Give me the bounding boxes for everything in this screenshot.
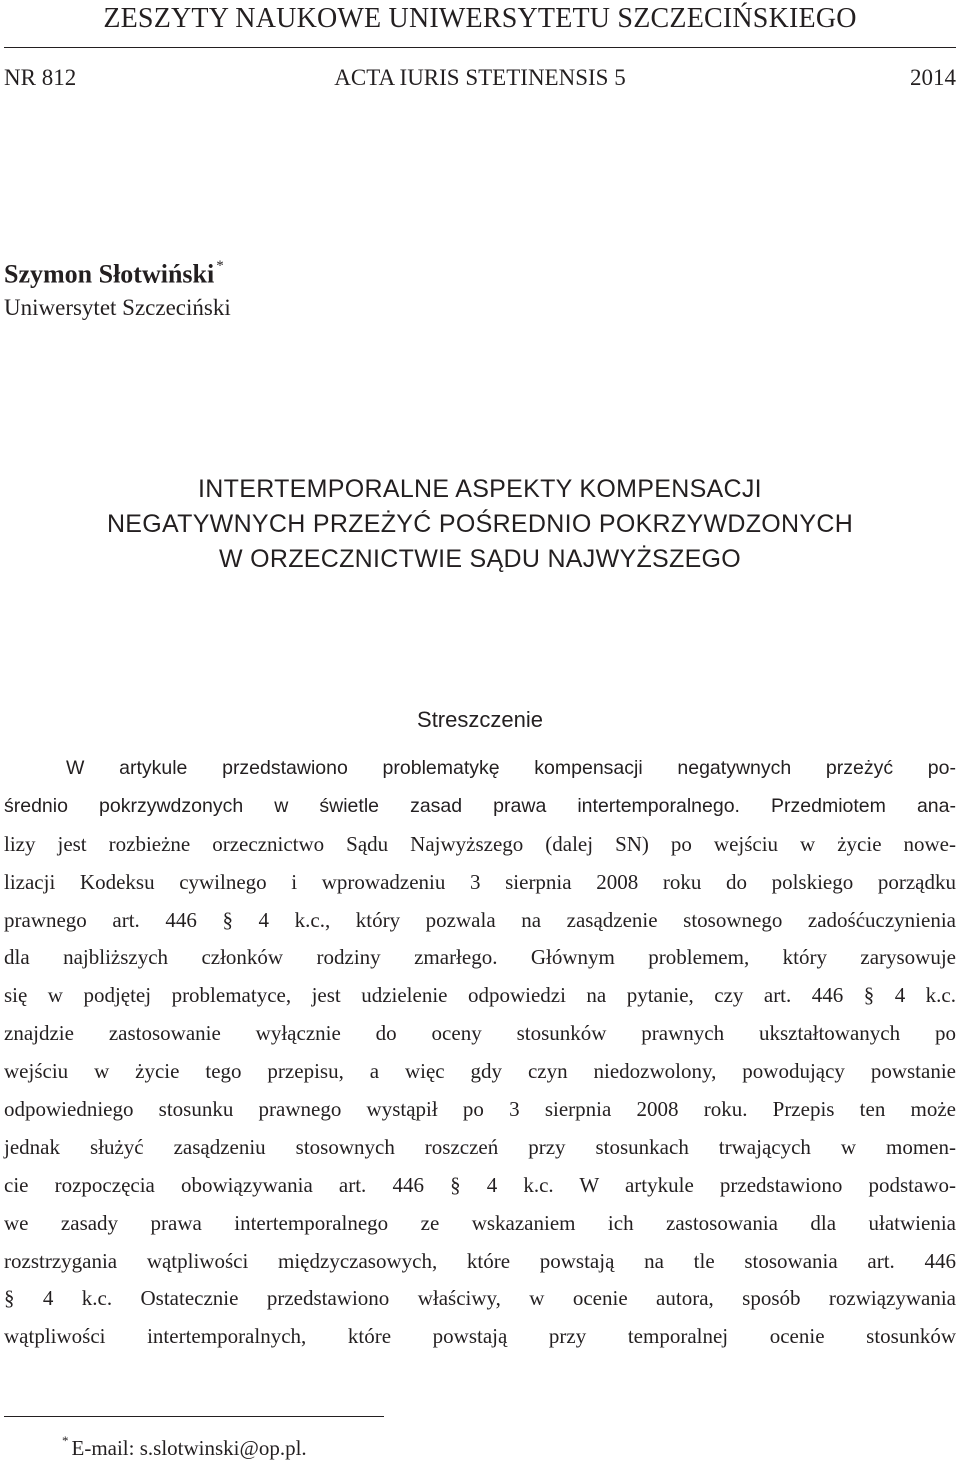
article-title	[0, 472, 960, 577]
footnote-rule	[4, 1416, 384, 1417]
abstract-body	[4, 750, 956, 1356]
journal-name: ZESZYTY NAUKOWE UNIWERSYTETU SZCZECIŃSKIEGO	[103, 3, 857, 34]
author-affiliation: Uniwersytet Szczeciński	[4, 295, 231, 320]
series-name: ACTA IURIS STETINENSIS 5	[334, 65, 626, 90]
abstract-line: średnio pokrzywdzonych w świetle zasad prawa intertemporalnego. Przedmiotem ana-	[4, 794, 956, 817]
abstract-line: się w podjętej problematyce, jest udzielenie odpowiedzi na pytanie, czy art. 446 § 4 k.c.	[4, 983, 956, 1008]
issue-number: NR 812	[4, 65, 77, 90]
abstract-line: rozstrzygania wątpliwości międzyczasowych, które powstają na tle stosowania art. 446	[4, 1248, 956, 1273]
abstract-line: wejściu w życie tego przepisu, a więc gdy czyn niedozwolony, powodujący powstanie	[4, 1059, 956, 1084]
abstract-line: we zasady prawa intertemporalnego ze wskazaniem ich zastosowania dla ułatwienia	[4, 1210, 956, 1235]
abstract-heading: Streszczenie	[417, 707, 543, 732]
header-rule	[4, 47, 956, 48]
title-line: NEGATYWNYCH PRZEŻYĆ POŚREDNIO POKRZYWDZONYCH	[106, 510, 854, 538]
abstract-line: wątpliwości intertemporalnych, które powstają przy temporalnej ocenie stosunków	[4, 1324, 956, 1349]
issue-year: 2014	[910, 65, 956, 90]
abstract-line: znajdzie zastosowanie wyłącznie do oceny stosunków prawnych ukształtowanych po	[4, 1021, 956, 1046]
abstract-line: jednak służyć zasądzeniu stosownych roszczeń przy stosunkach trwających w momen-	[4, 1134, 956, 1159]
author-block	[4, 252, 224, 292]
author-name: Szymon Słotwiński	[4, 259, 215, 289]
issue-row	[4, 62, 956, 96]
abstract-line: dla najbliższych członków rodziny zmarłego. Głównym problemem, który zarysowuje	[4, 945, 956, 970]
abstract-line: cie rozpoczęcia obowiązywania art. 446 § 4 k.c. W artykule przedstawiono podstawo-	[4, 1172, 956, 1197]
author-footnote-mark: *	[216, 258, 224, 274]
footnote	[62, 1428, 307, 1463]
abstract-line: lizacji Kodeksu cywilnego i wprowadzeniu 3 sierpnia 2008 roku do polskiego porządku	[4, 869, 956, 894]
abstract-line: § 4 k.c. Ostatecznie przedstawiono właściwy, w ocenie autora, sposób rozwiązywania	[4, 1286, 956, 1311]
footnote-mark: *	[62, 1433, 69, 1448]
abstract-line: W artykule przedstawiono problematykę kompensacji negatywnych przeżyć po-	[66, 757, 956, 779]
title-line: INTERTEMPORALNE ASPEKTY KOMPENSACJI	[198, 475, 762, 503]
footnote-email: E-mail: s.slotwinski@op.pl.	[71, 1436, 307, 1460]
abstract-line: odpowiedniego stosunku prawnego wystąpił po 3 sierpnia 2008 roku. Przepis ten może	[4, 1097, 956, 1122]
abstract-line: lizy jest rozbieżne orzecznictwo Sądu Najwyższego (dalej SN) po wejściu w życie nowe-	[4, 831, 956, 856]
abstract-line: prawnego art. 446 § 4 k.c., który pozwala na zasądzenie stosownego zadośćuczynienia	[4, 907, 956, 932]
title-line: W ORZECZNICTWIE SĄDU NAJWYŻSZEGO	[218, 545, 742, 573]
